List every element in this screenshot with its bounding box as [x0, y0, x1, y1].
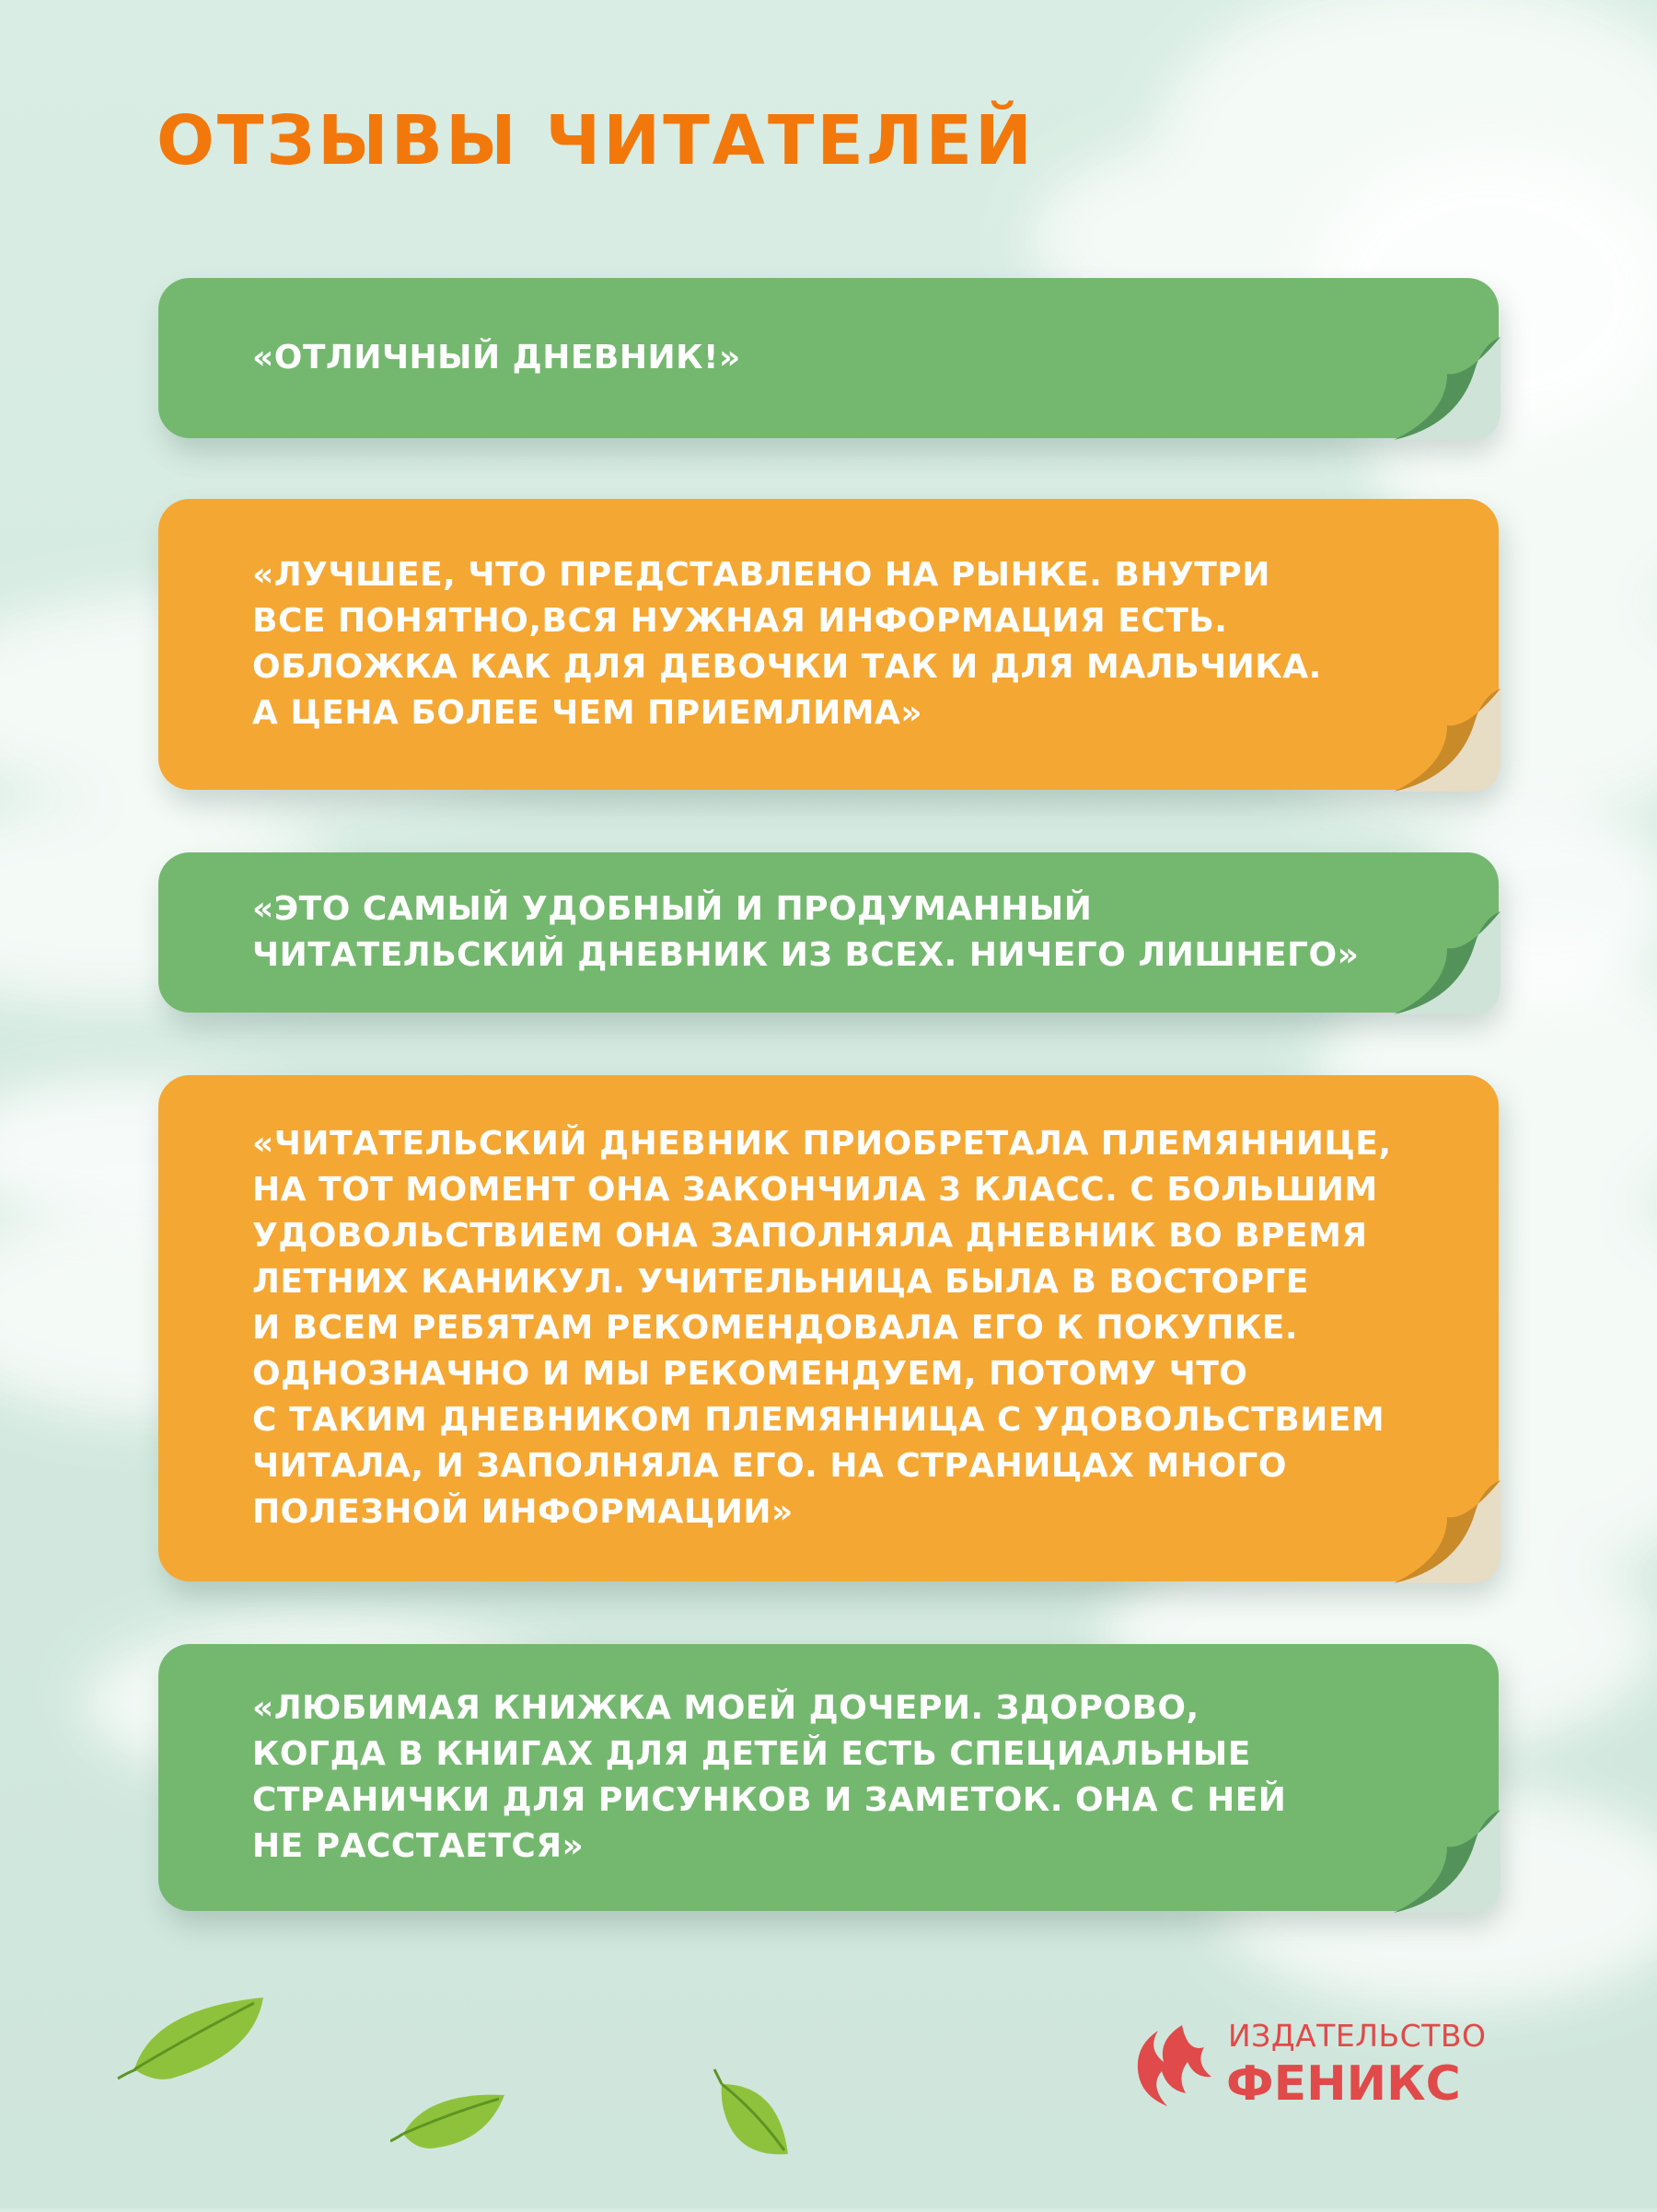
publisher-logo — [1130, 2018, 1508, 2110]
logo-brand-name: ФЕНИКС — [1226, 2056, 1461, 2112]
review-text: «ЧИТАТЕЛЬСКИЙ ДНЕВНИК ПРИОБРЕТАЛА ПЛЕМЯННИЦЕ, НА ТОТ МОМЕНТ ОНА ЗАКОНЧИЛА 3 КЛАСС. С БОЛЬШИМ УДОВОЛЬСТВИЕМ ОНА ЗАПОЛНЯЛА ДНЕВНИК ВО ВРЕМЯ ЛЕТНИХ КАНИКУЛ. УЧИТЕЛЬНИЦА БЫЛА В ВОСТОРГЕ И ВСЕМ РЕБЯТАМ РЕКОМЕНДОВАЛА ЕГО К ПОКУПКЕ. ОДНОЗНАЧНО И МЫ РЕКОМЕНДУЕМ, ПОТОМУ ЧТО С ТАКИМ ДНЕВНИКОМ ПЛЕМЯННИЦА С УДОВОЛЬСТВИЕМ ЧИТАЛА, И ЗАПОЛНЯЛА ЕГО. НА СТРАНИЦАХ МНОГО ПОЛЕЗНОЙ ИНФОРМАЦИИ» — [252, 1125, 1392, 1531]
page-curl-icon — [1394, 1810, 1501, 1913]
review-text: «ЛЮБИМАЯ КНИЖКА МОЕЙ ДОЧЕРИ. ЗДОРОВО, КОГДА В КНИГАХ ДЛЯ ДЕТЕЙ ЕСТЬ СПЕЦИАЛЬНЫЕ СТРАНИЧКИ ДЛЯ РИСУНКОВ И ЗАМЕТОК. ОНА С НЕЙ НЕ РАССТАЕТСЯ» — [252, 1689, 1287, 1865]
page-curl-icon — [1394, 1480, 1501, 1583]
logo-publisher-word: ИЗДАТЕЛЬСТВО — [1228, 2018, 1487, 2054]
page-curl-icon — [1394, 911, 1501, 1014]
review-card — [158, 278, 1499, 438]
leaf-icon — [116, 1990, 272, 2091]
page-curl-icon — [1394, 689, 1501, 792]
page-curl-icon — [1394, 337, 1501, 440]
review-text: «ОТЛИЧНЫЙ ДНЕВНИК!» — [252, 339, 741, 376]
leaf-icon — [705, 2066, 797, 2167]
review-card — [158, 1075, 1499, 1581]
review-card — [158, 499, 1499, 790]
review-text: «ЭТО САМЫЙ УДОБНЫЙ И ПРОДУМАННЫЙ ЧИТАТЕЛЬСКИЙ ДНЕВНИК ИЗ ВСЕХ. НИЧЕГО ЛИШНЕГО» — [252, 890, 1360, 974]
leaf-icon — [390, 2082, 510, 2160]
review-card — [158, 852, 1499, 1013]
review-text: «ЛУЧШЕЕ, ЧТО ПРЕДСТАВЛЕНО НА РЫНКЕ. ВНУТРИ ВСЕ ПОНЯТНО,ВСЯ НУЖНАЯ ИНФОРМАЦИЯ ЕСТЬ. ОБЛОЖКА КАК ДЛЯ ДЕВОЧКИ ТАК И ДЛЯ МАЛЬЧИКА. А ЦЕНА БОЛЕЕ ЧЕМ ПРИЕМЛИМА» — [252, 556, 1322, 732]
phoenix-flame-icon — [1130, 2021, 1222, 2110]
page-title: ОТЗЫВЫ ЧИТАТЕЛЕЙ — [156, 101, 1035, 180]
review-card — [158, 1644, 1499, 1911]
